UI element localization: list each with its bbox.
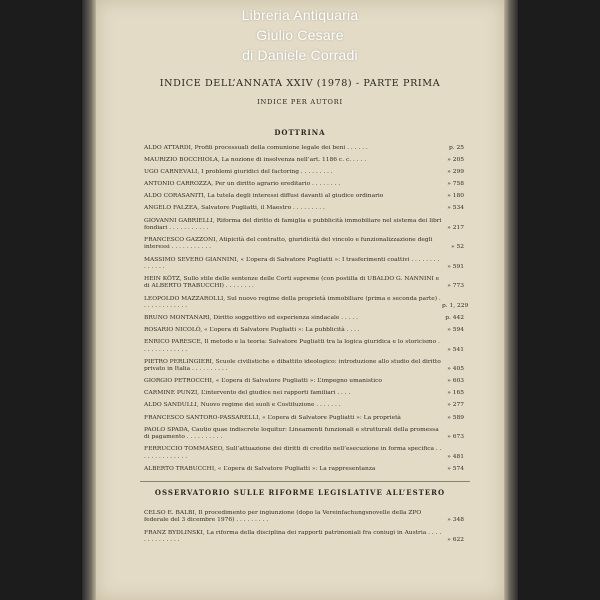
index-entry-page: » 534	[447, 205, 464, 212]
index-entry-text: PIETRO PERLINGIERI, Scuole civilistiche e dibattito ideologico: introduzione allo studio del diritto privato in Italia . . . . . . . . . .	[144, 358, 441, 373]
index-entry-text: PAOLO SPADA, Cautio quae indiscrete loquitur: Lineamenti funzionali e strutturali della promessa di pagamento . . . . . . . . . .	[144, 426, 439, 441]
index-entry	[144, 427, 464, 442]
index-entry-page: » 673	[447, 434, 464, 441]
index-entry-page: » 277	[447, 402, 464, 409]
index-entry-text: MAURIZIO BOCCHIOLA, La nozione di insolvenza nell’art. 1186 c. c. . . . .	[144, 157, 367, 164]
dottrina-entry-list	[144, 145, 469, 478]
document-subtitle: INDICE PER AUTORI	[257, 98, 343, 106]
index-entry-text: CELSO E. BALBI, Il procedimento per ingiunzione (dopo la Vereinfachungsnovelle della ZPO federale del 3 dicembre 1976) . . . . . . . . .	[144, 510, 422, 524]
index-entry	[144, 510, 464, 525]
index-entry-page: » 348	[447, 517, 464, 524]
index-entry-page: » 758	[447, 181, 464, 188]
index-entry	[144, 339, 464, 354]
watermark-line-2: Giulio Cesare	[256, 27, 344, 43]
index-entry-text: LEOPOLDO MAZZAROLLI, Sul nuovo regime della proprietà immobiliare (prima e seconda parte) . . . . . . . . . . . . .	[144, 295, 441, 309]
index-entry	[144, 378, 464, 385]
page-edge-right	[504, 0, 518, 600]
watermark-line-3: di Daniele Corradi	[242, 47, 358, 63]
index-entry	[144, 390, 464, 397]
index-entry-page: » 299	[447, 169, 464, 176]
index-entry-page: » 773	[447, 283, 464, 290]
index-entry	[144, 315, 464, 322]
index-entry-text: ENRICO PARESCE, Il metodo e la teoria: Salvatore Pugliatti tra la logica giuridica e lo storicismo . . . . . . . . . . . . .	[144, 339, 440, 353]
index-entry-page: » 574	[447, 465, 464, 472]
index-entry-text: ALDO SANDULLI, Nuovo regime dei suoli e Costituzione . . . . . . .	[144, 402, 341, 409]
index-entry	[144, 169, 464, 176]
index-entry	[144, 205, 464, 212]
index-entry	[144, 218, 464, 233]
index-entry-text: MASSIMO SEVERO GIANNINI, « L’opera di Salvatore Pugliatti »: I trasferimenti coattivi . . . . . . . . . . . . . .	[144, 256, 440, 270]
index-entry-page: » 481	[447, 453, 464, 460]
index-entry-text: UGO CARNEVALI, I problemi giuridici del factoring . . . . . . . . .	[144, 169, 333, 176]
index-entry	[144, 415, 464, 422]
index-entry-text: HEIN KÖTZ, Sullo stile delle sentenze delle Corti supreme (con postilla di UBALDO G. NANNINI e di ALBERTO TRABUCCHI) . . . . . . . .	[144, 276, 440, 290]
index-entry-page: » 217	[447, 224, 464, 231]
index-entry-page: p. 25	[448, 145, 464, 151]
section-divider	[140, 481, 470, 482]
index-entry-page: » 594	[447, 327, 464, 334]
index-entry-text: ROSARIO NICOLÒ, « L’opera di Salvatore Pugliatti »: La pubblicità . . . .	[144, 327, 360, 334]
index-entry-text: ANGELO FALZEA, Salvatore Pugliatti, il Maestro . . . . . . . . .	[144, 205, 325, 212]
index-entry-text: ALDO ATTARDI, Profili processuali della comunione legale dei beni . . . . . .	[144, 145, 368, 151]
index-entry-page: » 591	[447, 263, 464, 270]
index-entry-page: » 405	[447, 366, 464, 373]
index-entry	[144, 530, 464, 545]
index-entry-page: » 603	[447, 378, 464, 385]
index-entry-text: FRANCESCO SANTORO-PASSARELLI, « L’opera di Salvatore Pugliatti »: La proprietà	[144, 414, 401, 421]
index-entry-page: » 205	[447, 157, 464, 164]
section-heading-osservatorio: OSSERVATORIO SULLE RIFORME LEGISLATIVE ALL’ESTERO	[154, 488, 446, 497]
index-entry-text: ALDO CORASANITI, La tutela degli interessi diffusi davanti al giudice ordinario	[144, 193, 384, 200]
index-entry	[144, 145, 464, 152]
index-entry	[144, 327, 464, 334]
index-entry-text: ANTONIO CARROZZA, Per un diritto agrario ereditario . . . . . . . .	[144, 181, 341, 188]
index-entry-text: GIORGIO PETROCCHI, « L’opera di Salvatore Pugliatti »: L’impegno umanistico	[144, 378, 382, 385]
index-entry	[144, 157, 464, 164]
page-edge-left	[82, 0, 96, 600]
index-entry	[144, 193, 464, 200]
index-entry	[144, 257, 464, 272]
index-entry	[144, 359, 464, 374]
index-entry	[144, 181, 464, 188]
osservatorio-entry-list	[144, 510, 464, 549]
index-entry-text: GIOVANNI GABRIELLI, Riforma del diritto di famiglia e pubblicità immobiliare nel sistema dei libri fondiari . . . . . . . . . . .	[144, 217, 442, 231]
document-title: INDICE DELL’ANNATA XXIV (1978) - PARTE PRIMA	[159, 78, 441, 89]
index-entry-text: FRANCESCO GAZZONI, Atipicità del contratto, giuridicità del vincolo e funzionalizzazione degli interessi . . . . . . . . . . .	[144, 237, 433, 251]
index-entry-page: p. 1, 229	[442, 302, 469, 309]
index-entry-text: FERRUCCIO TOMMASEO, Sull’attuazione dei diritti di credito nell’esecuzione in forma specifica . . . . . . . . . . . . . .	[144, 446, 442, 460]
index-entry-page: » 52	[451, 244, 464, 251]
index-entry	[144, 402, 464, 409]
index-entry	[144, 446, 464, 461]
index-entry-text: FRANZ BYDLINSKI, La riforma della disciplina dei rapporti patrimoniali fra coniugi in Austria . . . . . . . . . . . . . .	[144, 529, 442, 543]
index-entry	[144, 276, 464, 291]
index-entry-page: » 165	[447, 390, 464, 397]
index-entry	[144, 237, 464, 252]
index-entry	[144, 295, 469, 311]
index-entry-page: » 180	[447, 193, 464, 200]
index-entry-page: » 541	[447, 346, 464, 353]
index-entry	[144, 466, 464, 473]
index-entry-text: CARMINE PUNZI, L’intervento del giudice nei rapporti familiari . . . .	[144, 390, 351, 397]
index-entry-page: p. 442	[445, 315, 464, 322]
watermark-line-1: Libreria Antiquaria	[241, 7, 359, 23]
index-entry-page: » 589	[447, 414, 464, 421]
index-entry-page: » 622	[447, 536, 464, 543]
section-heading-dottrina: DOTTRINA	[274, 128, 326, 137]
index-entry-text: BRUNO MONTANARI, Diritto soggettivo ed esperienza sindacale . . . . .	[144, 315, 359, 322]
index-entry-text: ALBERTO TRABUCCHI, « L’opera di Salvatore Pugliatti »: La rappresentanza	[144, 465, 376, 472]
